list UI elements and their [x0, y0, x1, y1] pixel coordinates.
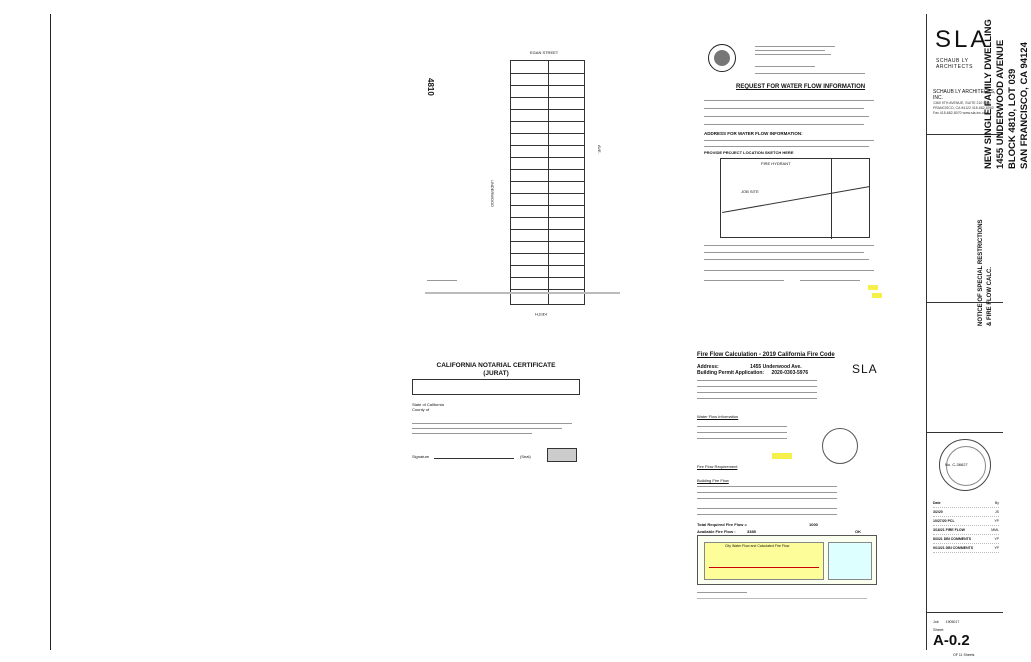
water-flow-request-form — [700, 40, 880, 310]
notary-certificate — [412, 355, 580, 615]
state-label: State of California — [412, 402, 444, 407]
flow-chart-plot — [704, 542, 824, 580]
available-flow-label: Available Fire Flow : — [697, 529, 736, 534]
street-bottom: KEITH — [535, 312, 547, 317]
border-line — [50, 14, 51, 650]
fire-flow-address: Address: 1455 Underwood Ave. Building Permit Application: 2020-0303-5976 — [697, 364, 809, 376]
sheet-label: Sheet — [933, 627, 944, 632]
signature-label: Signature — [412, 454, 430, 459]
notary-title: CALIFORNIA NOTARIAL CERTIFICATE (JURAT) — [436, 362, 556, 377]
parcel-grid — [510, 60, 585, 305]
stamp-text: No. C-36627 — [945, 462, 968, 467]
required-total-label: Total Required Fire Flow = — [697, 522, 747, 527]
engineer-stamp-icon — [822, 428, 858, 464]
revision-row: 9/13/21 DBI COMMENTS YP — [933, 544, 999, 553]
fire-hydrant-label: FIRE HYDRANT — [761, 161, 791, 166]
sla-logo: SLA — [935, 26, 990, 53]
revision-row: 3/16/21 FIRE FLOW MML — [933, 526, 999, 535]
revision-header: Date By — [933, 499, 999, 508]
notary-disclaimer-box — [412, 379, 580, 395]
flow-chart-legend — [828, 542, 872, 580]
fire-flow-calculation — [697, 352, 887, 622]
requirement-header: Fire Flow Requirement — [697, 464, 738, 469]
available-flow-value: 3385 — [747, 529, 756, 534]
water-flow-header: Water Flow Information — [697, 414, 739, 419]
logo-subtitle: SCHAUB LY ARCHITECTS — [936, 58, 973, 70]
revision-row: 8/3/21 DBI COMMENTS YP — [933, 535, 999, 544]
firm-address: 1360 9TH AVENUE, SUITE 210 SAN FRANCISCO, CA 94122 415-682-8060 Fax 415-682-8070 www.sla-inc.com — [933, 101, 994, 115]
project-title: NEW SINGLE FAMILY DWELLING 1455 UNDERWOOD AVENUE BLOCK 4810, LOT 039 SAN FRANCISCO, CA 94124 — [983, 19, 1030, 169]
location-sketch — [720, 158, 870, 238]
firm-name: SCHAUB LY ARCHITECTS, INC. — [933, 89, 996, 101]
sheet-count: OF 11 Sheets — [953, 653, 975, 657]
street-left: UNDERWOOD — [490, 180, 495, 208]
required-total-value: 1000 — [809, 522, 818, 527]
sketch-section-label: PROVIDE PROJECT LOCATION SKETCH HERE — [704, 150, 794, 155]
block-number: 4810 — [426, 78, 435, 96]
address-section-label: ADDRESS FOR WATER FLOW INFORMATION: — [704, 131, 803, 136]
sheet-title: NOTICE OF SPECIAL RESTRICTIONS & FIRE FLOW CALC. — [978, 219, 993, 326]
street-right: AVE. — [597, 145, 602, 154]
flow-ok: OK — [855, 529, 861, 534]
request-title: REQUEST FOR WATER FLOW INFORMATION — [736, 84, 866, 90]
county-label: County of — [412, 407, 430, 412]
revision-row: 10/27/20 PCL YP — [933, 517, 999, 526]
revision-row: 3/2/20 JS — [933, 508, 999, 517]
street-top: EGAN STREET — [530, 50, 559, 55]
seal-label: (Seal) — [520, 454, 531, 459]
job-info: Job 1905017 — [933, 620, 960, 624]
building-flow-header: Building Fire Flow — [697, 478, 729, 483]
flow-chart — [697, 535, 877, 585]
revision-table — [933, 499, 999, 553]
sla-logo: SLA — [852, 362, 878, 376]
title-block — [926, 14, 1030, 657]
job-site-label: JOB SITE — [741, 189, 759, 194]
sheet-number: A-0.2 — [933, 632, 970, 649]
fire-flow-title: Fire Flow Calculation - 2019 California Fire Code — [697, 352, 835, 358]
block-map — [425, 30, 620, 317]
flow-chart-title: City Water Flow and Calculated Fire Flow — [725, 544, 790, 548]
city-seal-icon — [708, 44, 736, 72]
